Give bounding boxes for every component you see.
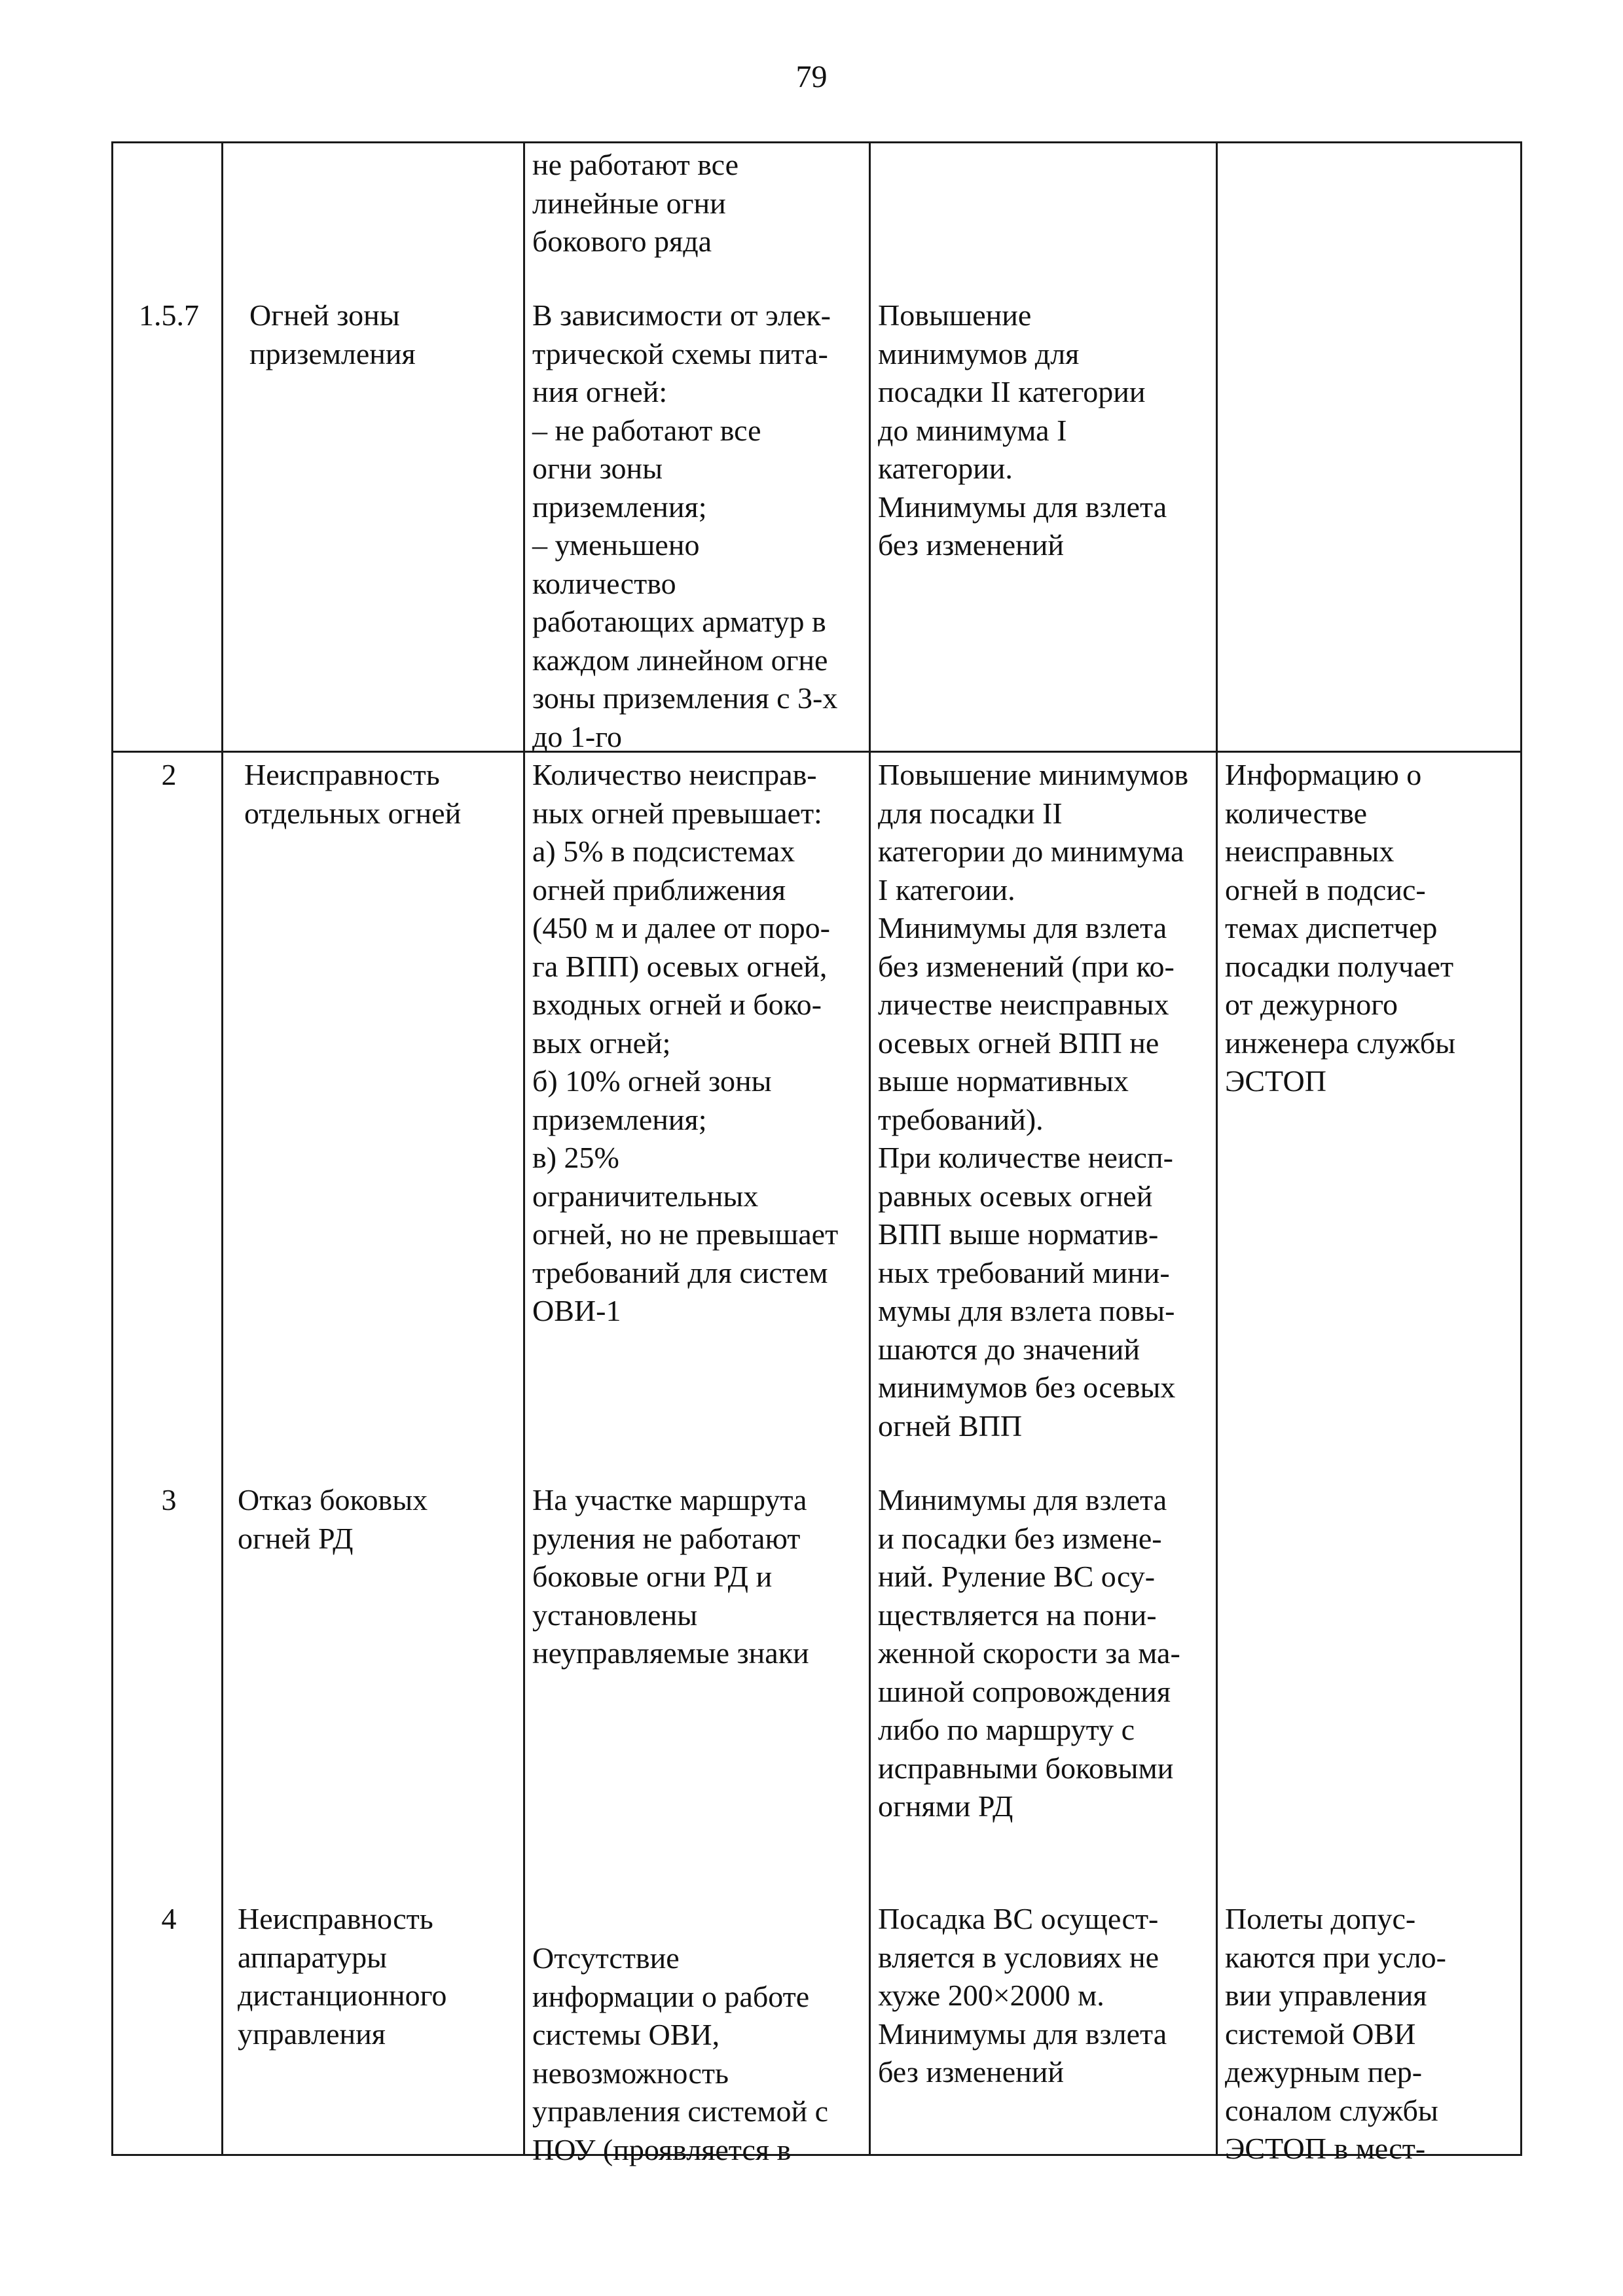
row-4-name: Неисправность аппаратуры дистанционного управления xyxy=(238,1902,447,2051)
row-2-condition: Количество неисправ- ных огней превышает: а) 5% в подсистемах огней приближения (450 м и далее от поро- га ВПП) осевых огней, входных огней и боко- вых огней; б) 10% огней зоны приземления; в) 25% ограничительных огней, но не превышает требований для систем ОВИ-1 xyxy=(532,758,839,1327)
page-number: 79 xyxy=(795,60,828,94)
row-4-note: Полеты допус- каются при усло- вии управления системой ОВИ дежурным пер- соналом службы ЭСТОП в мест- xyxy=(1225,1902,1446,2165)
row-2-number: 2 xyxy=(161,758,177,791)
row-1-5-7-condition: В зависимости от элек- трической схемы пита- ния огней: – не работают все огни зоны приземления; – уменьшено количество работающих арматур в каждом линейном огне зоны приземления с 3-х до 1-го xyxy=(532,298,838,753)
row-1-5-7-name: Огней зоны приземления xyxy=(249,298,416,370)
row-4-number: 4 xyxy=(161,1902,177,1935)
row-1-5-7-number: 1.5.7 xyxy=(139,298,199,332)
row-2-measures: Повышение минимумов для посадки II категории до минимума I категоии. Минимумы для взлета без изменений (при ко- личестве неисправных осевых огней ВПП не выше нормативных требований). При количестве неисп- равных осевых огней ВПП выше норматив- ных требований мини- мумы для взлета повы- шаются до значений минимумов без осевых огней ВПП xyxy=(878,758,1189,1443)
row-3-measures: Минимумы для взлета и посадки без измене- ний. Руление ВС осу- ществляется на пони- женной скорости за ма- шиной сопровождения либо по маршруту с исправными боковыми огнями РД xyxy=(878,1483,1180,1823)
row-1-5-7-measures: Повышение минимумов для посадки II категории до минимума I категории. Минимумы для взлета без изменений xyxy=(878,298,1167,562)
row-3-number: 3 xyxy=(161,1483,177,1516)
row-3-condition: На участке маршрута руления не работают боковые огни РД и установлены неуправляемые знаки xyxy=(532,1483,809,1670)
row-4-condition: Отсутствие информации о работе системы ОВИ, невозможность управления системой с ПОУ (проявляется в xyxy=(532,1941,829,2166)
row-4-measures: Посадка ВС осущест- вляется в условиях не хуже 200×2000 м. Минимумы для взлета без изменений xyxy=(878,1902,1167,2089)
lighting-failure-table xyxy=(111,141,1522,2166)
column-divider xyxy=(1216,143,1218,2154)
column-divider xyxy=(869,143,871,2154)
row-cont-condition: не работают все линейные огни бокового ряда xyxy=(532,148,739,258)
row-2-name: Неисправность отдельных огней xyxy=(244,758,462,830)
column-divider xyxy=(523,143,525,2154)
row-3-name: Отказ боковых огней РД xyxy=(238,1483,428,1555)
column-divider xyxy=(221,143,223,2154)
row-2-note: Информацию о количестве неисправных огней в подсис- темах диспетчер посадки получает от дежурного инженера службы ЭСТОП xyxy=(1225,758,1456,1098)
